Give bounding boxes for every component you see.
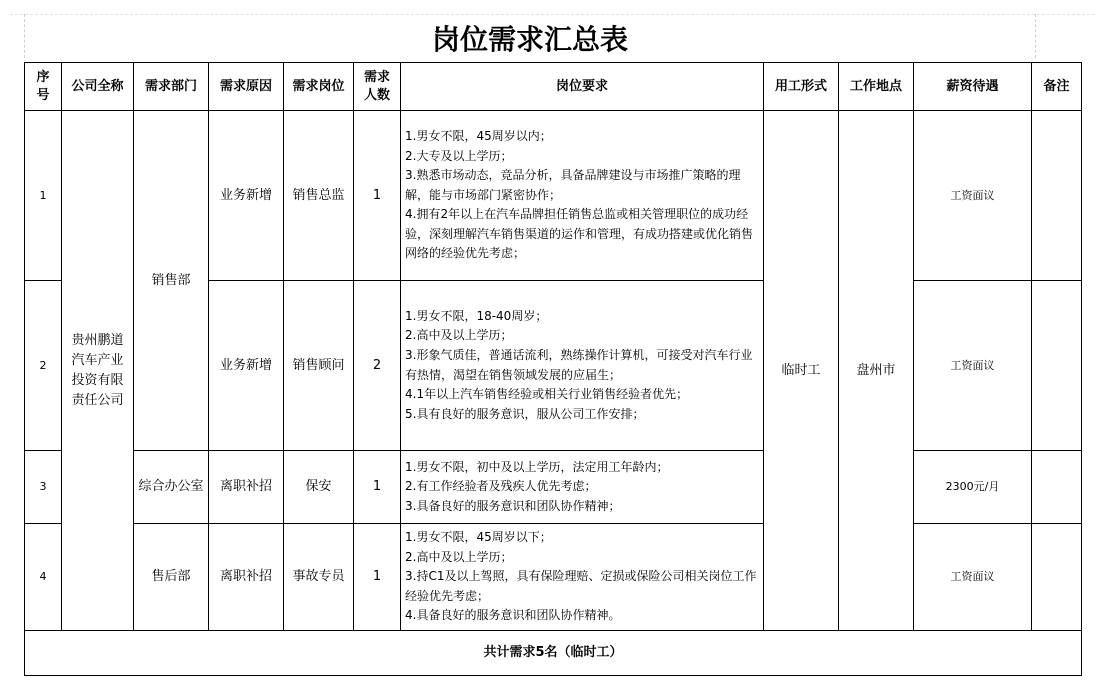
requirement-item: 1.男女不限，18-40周岁；: [405, 308, 548, 323]
count-cell: 1: [354, 451, 401, 524]
requirement-item: 2.大专及以上学历；: [405, 148, 513, 163]
requirement-item: 3.持C1及以上驾照，具有保险理赔、定损或保险公司相关岗位工作经验优先考虑；: [405, 569, 757, 603]
header-company: 公司全称: [62, 63, 134, 111]
requirements-cell: [401, 281, 764, 451]
requirement-item: 1.男女不限，45周岁以内；: [405, 128, 552, 143]
total-row: [25, 631, 1082, 676]
count-cell: 1: [354, 111, 401, 281]
position-cell: 事故专员: [284, 524, 354, 631]
requirement-item: 1.男女不限，初中及以上学历，法定用工年龄内；: [405, 459, 669, 474]
requirement-item: 4.具备良好的服务意识和团队协作精神。: [405, 608, 621, 623]
reason-cell: 离职补招: [209, 451, 284, 524]
reason-cell: 业务新增: [209, 281, 284, 451]
header-requirements: 岗位要求: [401, 63, 764, 111]
department-cell: 销售部: [134, 111, 209, 451]
header-salary: 薪资待遇: [914, 63, 1032, 111]
salary-cell: 工资面议: [914, 524, 1032, 631]
table-row: [25, 111, 1082, 281]
count-cell: 1: [354, 524, 401, 631]
position-cell: 保安: [284, 451, 354, 524]
row-seq: 3: [25, 451, 62, 524]
requirement-item: 2.有工作经验者及残疾人优先考虑；: [405, 479, 597, 494]
requirement-item: 2.高中及以上学历；: [405, 549, 513, 564]
salary-cell: 2300元/月: [914, 451, 1032, 524]
requirement-item: 4.1年以上汽车销售经验或相关行业销售经验者优先；: [405, 387, 689, 402]
requirements-cell: [401, 111, 764, 281]
salary-cell: 工资面议: [914, 111, 1032, 281]
header-department: 需求部门: [134, 63, 209, 111]
total-cell: 共计需求5名（临时工）: [25, 631, 1082, 676]
department-cell: 综合办公室: [134, 451, 209, 524]
requirements-cell: [401, 451, 764, 524]
header-remarks: 备注: [1032, 63, 1082, 111]
count-cell: 2: [354, 281, 401, 451]
reason-cell: 离职补招: [209, 524, 284, 631]
requirement-item: 4.拥有2年以上在汽车品牌担任销售总监或相关管理职位的成功经验，深刻理解汽车销售渠道的运作和管理，有成功搭建或优化销售网络的经验优先考虑；: [405, 207, 754, 261]
requirement-item: 2.高中及以上学历；: [405, 328, 513, 343]
remarks-cell: [1032, 451, 1082, 524]
requirement-item: 5.具有良好的服务意识，服从公司工作安排；: [405, 406, 645, 421]
table-row: [25, 524, 1082, 631]
header-employment: 用工形式: [764, 63, 839, 111]
header-count: 需求人数: [354, 63, 401, 111]
remarks-cell: [1032, 524, 1082, 631]
table-title: 岗位需求汇总表: [431, 23, 628, 56]
position-cell: 销售总监: [284, 111, 354, 281]
header-seq: 序号: [25, 63, 62, 111]
row-seq: 4: [25, 524, 62, 631]
header-row: [25, 63, 1082, 111]
job-demand-table: [24, 62, 1082, 676]
remarks-cell: [1032, 111, 1082, 281]
requirement-item: 3.形象气质佳，普通话流利，熟练操作计算机，可接受对汽车行业有热情，渴望在销售领域发展的应届生；: [405, 347, 753, 382]
requirement-item: 3.具备良好的服务意识和团队协作精神；: [405, 498, 621, 513]
row-seq: 2: [25, 281, 62, 451]
company-cell: 贵州鹏道汽车产业投资有限责任公司: [62, 111, 134, 631]
header-location: 工作地点: [839, 63, 914, 111]
requirement-item: 3.熟悉市场动态，竞品分析，具备品牌建设与市场推广策略的理解，能与市场部门紧密协作；: [405, 168, 741, 202]
table-row: [25, 451, 1082, 524]
row-seq: 1: [25, 111, 62, 281]
requirements-cell: [401, 524, 764, 631]
header-reason: 需求原因: [209, 63, 284, 111]
reason-cell: 业务新增: [209, 111, 284, 281]
requirement-item: 1.男女不限，45周岁以下；: [405, 530, 552, 545]
salary-cell: 工资面议: [914, 281, 1032, 451]
employment-cell: 临时工: [764, 111, 839, 631]
header-position: 需求岗位: [284, 63, 354, 111]
position-cell: 销售顾问: [284, 281, 354, 451]
location-cell: 盘州市: [839, 111, 914, 631]
remarks-cell: [1032, 281, 1082, 451]
department-cell: 售后部: [134, 524, 209, 631]
